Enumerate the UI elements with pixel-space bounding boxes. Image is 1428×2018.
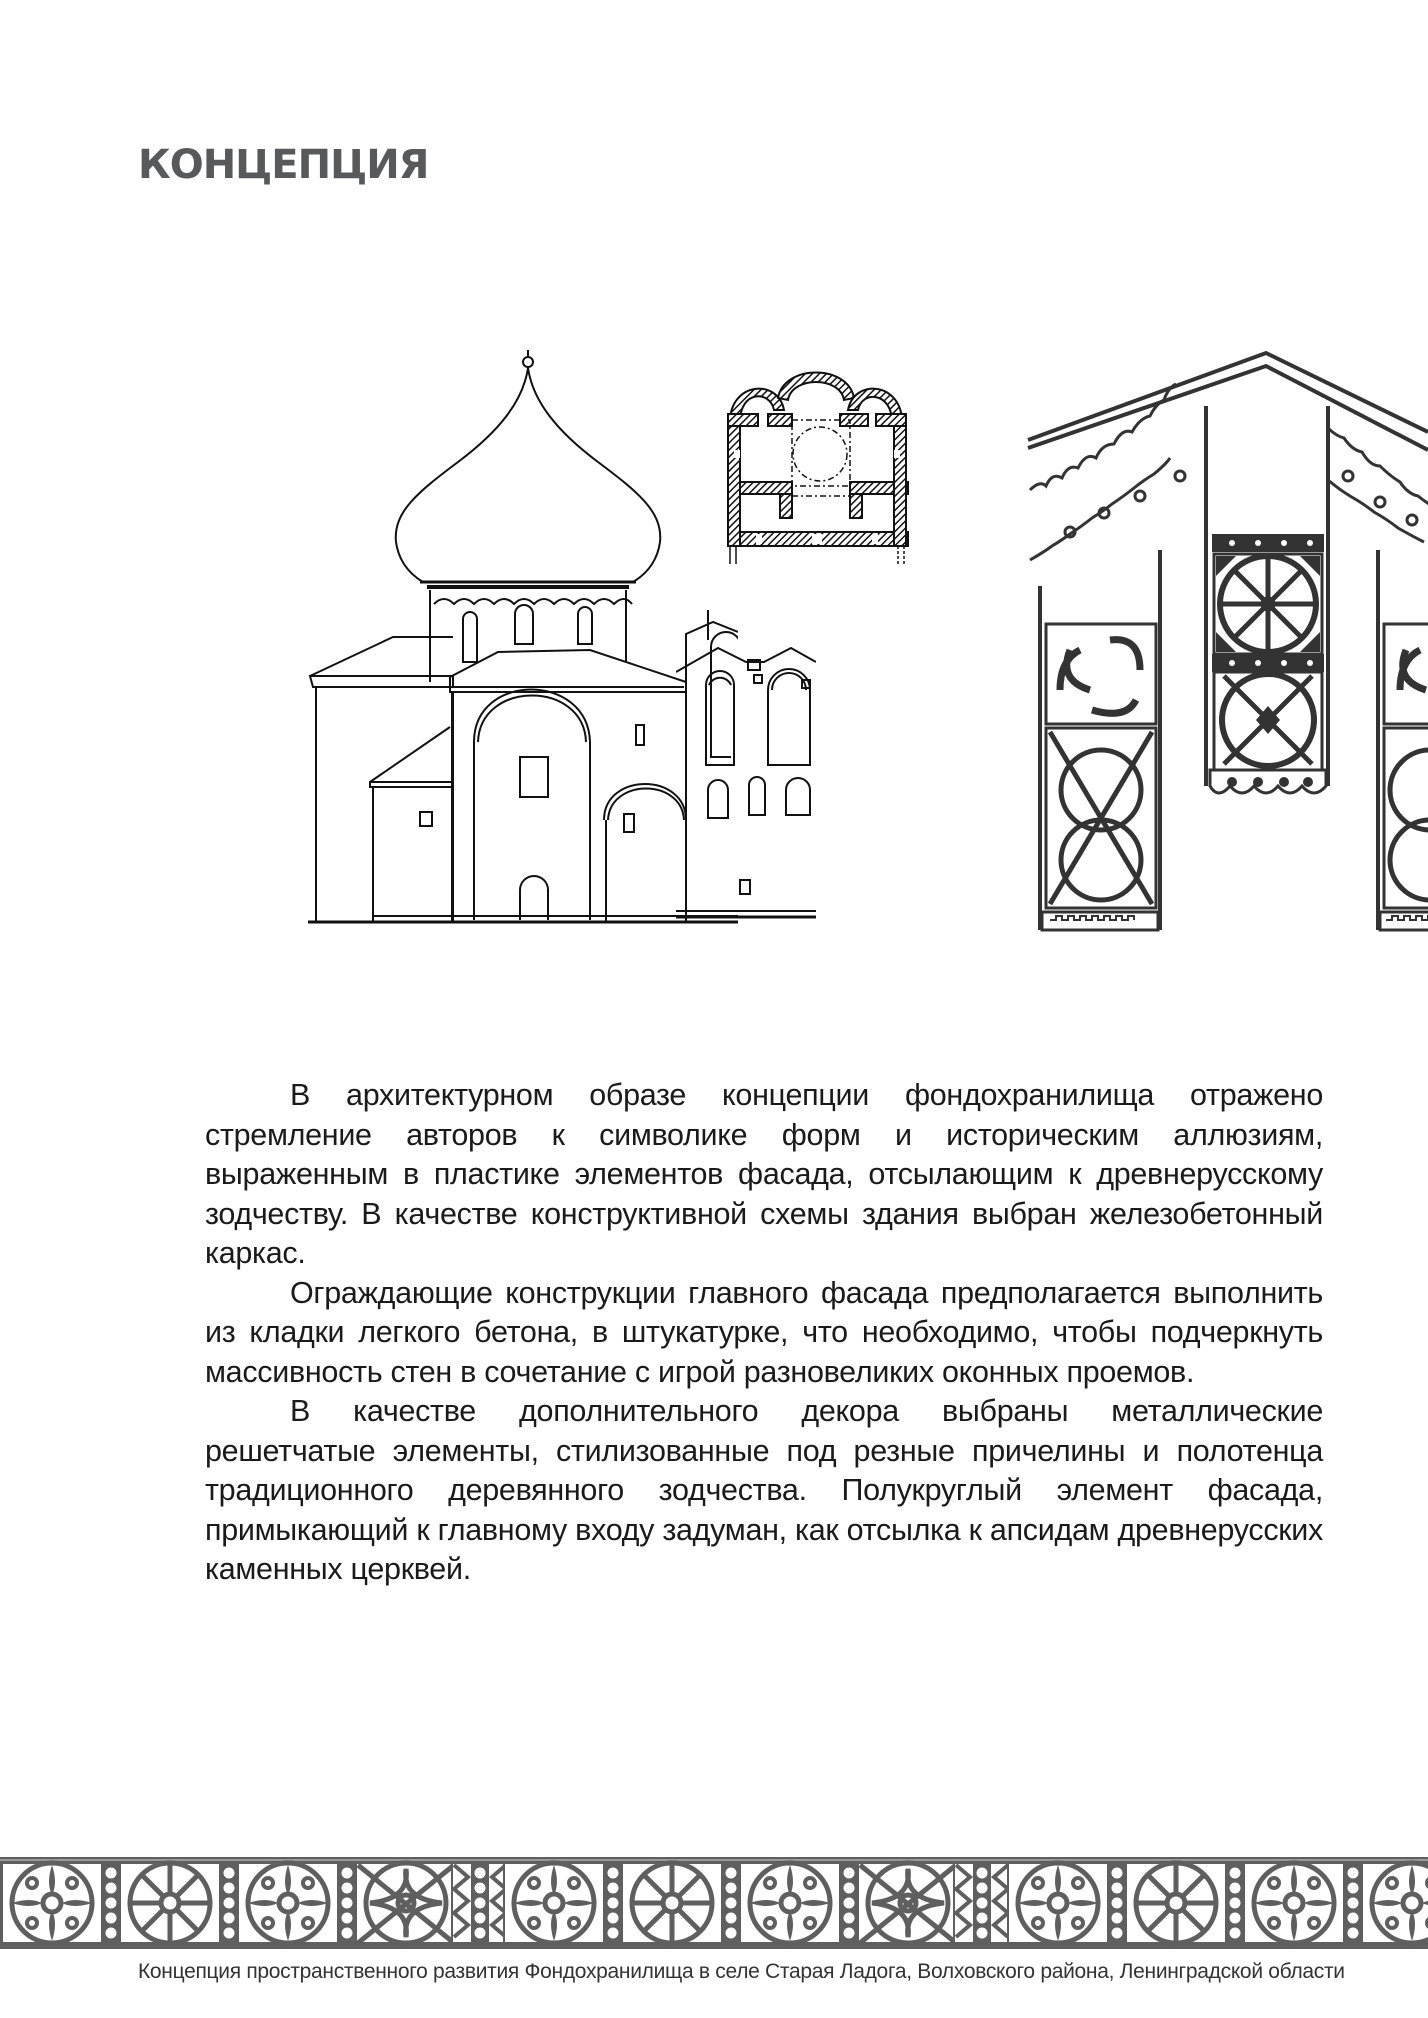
paragraph-1: В архитектурном образе концепции фондохранилища отражено стремление авторов к символике форм и историческим аллюзиям, выраженным в пластике элементов фасада, отсылающим к древнерусскому зодчеству. В качестве конструктивной схемы здания выбран железобетонный каркас. <box>205 1078 1323 1270</box>
paragraph-2: Ограждающие конструкции главного фасада предполагается выполнить из кладки легкого бетона, в штукатурке, что необходимо, чтобы подчеркнуть массивность стен в сочетание с игрой разновеликих оконных проемов. <box>205 1275 1323 1389</box>
page-title: КОНЦЕПЦИЯ <box>138 142 429 188</box>
carved-gable-ornament <box>1010 350 1428 940</box>
church-belfry-drawing <box>676 640 816 930</box>
church-elevation-drawing <box>298 342 738 932</box>
paragraph-3: В качестве дополнительного декора выбраны металлические решетчатые элементы, стилизованные под резные причелины и полотенца традиционного деревянного зодчества. Полукруглый элемент фасада, примыкающий к главному входу задуман, как отсылка к апсидам древнерусских каменных церквей. <box>205 1394 1323 1586</box>
ornament-band <box>0 1857 1428 1949</box>
footer-caption: Концепция пространственного развития Фондохранилища в селе Старая Ладога, Волховского района, Ленинградской области <box>138 1960 1345 1983</box>
church-floor-plan <box>716 370 916 564</box>
concept-description <box>205 1076 1323 1590</box>
